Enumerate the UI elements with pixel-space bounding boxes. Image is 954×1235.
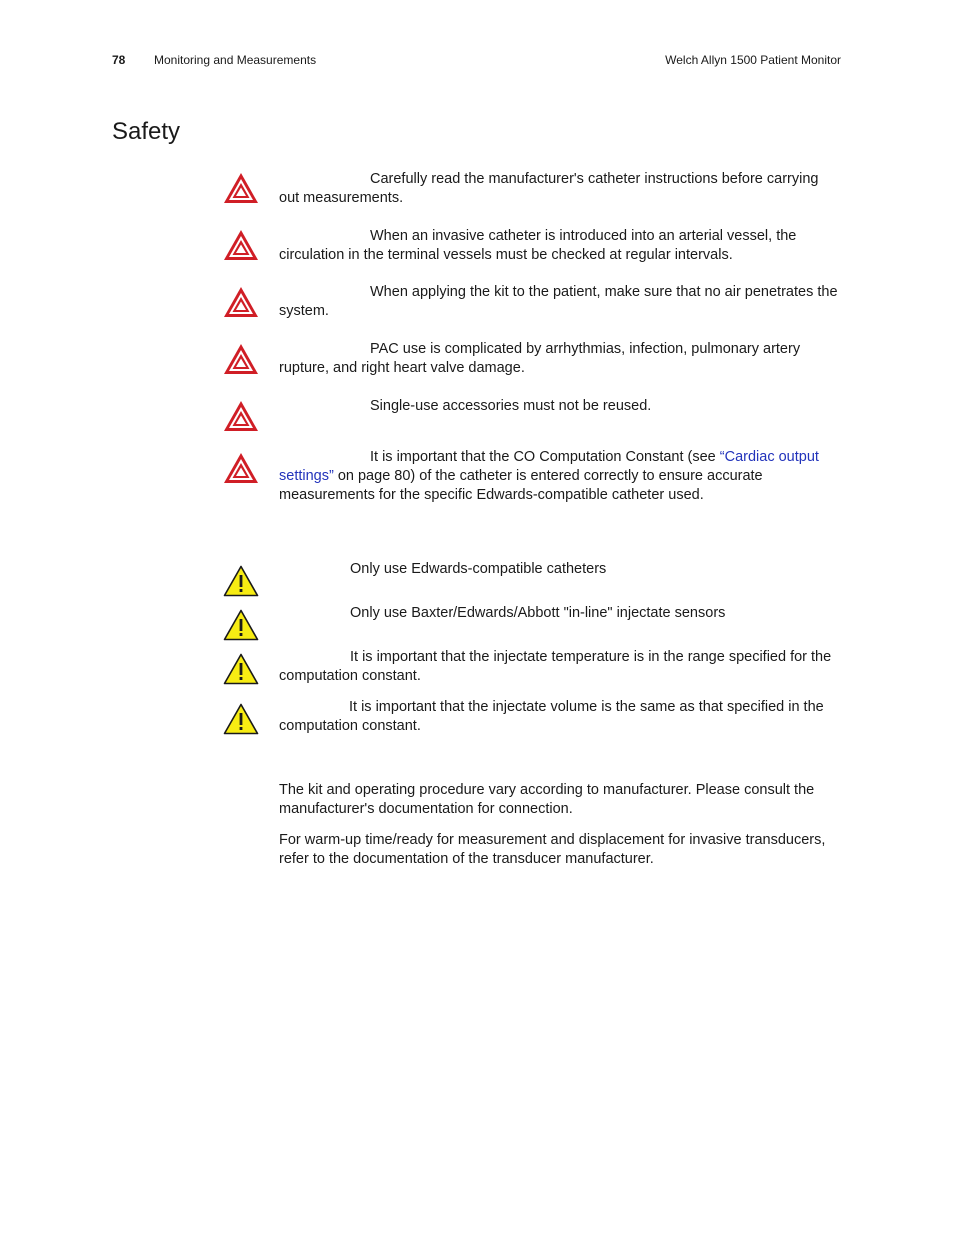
page-header bbox=[0, 53, 954, 71]
page-title: Safety bbox=[112, 118, 181, 145]
warning-icon bbox=[223, 452, 259, 484]
caution-text: It is important that the injectate temperature is in the range specified for the computation constant. bbox=[279, 649, 832, 684]
body-paragraph: The kit and operating procedure vary according to manufacturer. Please consult the manufacturer's documentation for connection. bbox=[279, 782, 815, 817]
warning-text: Single-use accessories must not be reused. bbox=[370, 398, 652, 414]
caution-text: Only use Baxter/Edwards/Abbott "in-line" injectate sensors bbox=[350, 605, 726, 621]
caution-icon bbox=[223, 565, 259, 597]
warning-text: Carefully read the manufacturer's catheter instructions before carrying out measurements. bbox=[279, 171, 819, 206]
caution-text: It is important that the injectate volume is the same as that specified in the computation constant. bbox=[279, 699, 824, 734]
warning-text: It is important that the CO Computation Constant (see bbox=[370, 449, 720, 465]
caution-text: Only use Edwards-compatible catheters bbox=[350, 561, 607, 577]
body-paragraph: For warm-up time/ready for measurement and displacement for invasive transducers, refer to the documentation of the transducer manufacturer. bbox=[279, 832, 826, 867]
warning-icon bbox=[223, 172, 259, 204]
page-number: 78 bbox=[112, 53, 126, 67]
warning-icon bbox=[223, 343, 259, 375]
warning-text: When an invasive catheter is introduced into an arterial vessel, the circulation in the terminal vessels must be checked at regular intervals. bbox=[279, 228, 797, 263]
warning-icon bbox=[223, 400, 259, 432]
caution-icon bbox=[223, 703, 259, 735]
caution-icon bbox=[223, 653, 259, 685]
warning-text: When applying the kit to the patient, make sure that no air penetrates the system. bbox=[279, 284, 838, 319]
caution-icon bbox=[223, 609, 259, 641]
book-title: Welch Allyn 1500 Patient Monitor bbox=[665, 53, 841, 67]
warning-text: on page 80) of the catheter is entered correctly to ensure accurate measurements for the specific Edwards-compatible catheter used. bbox=[279, 468, 763, 503]
cardiac-output-settings-link[interactable]: “Cardiac output settings” bbox=[279, 449, 819, 484]
section-name: Monitoring and Measurements bbox=[154, 53, 317, 67]
warning-text: PAC use is complicated by arrhythmias, infection, pulmonary artery rupture, and right heart valve damage. bbox=[279, 341, 801, 376]
warning-icon bbox=[223, 286, 259, 318]
warning-icon bbox=[223, 229, 259, 261]
